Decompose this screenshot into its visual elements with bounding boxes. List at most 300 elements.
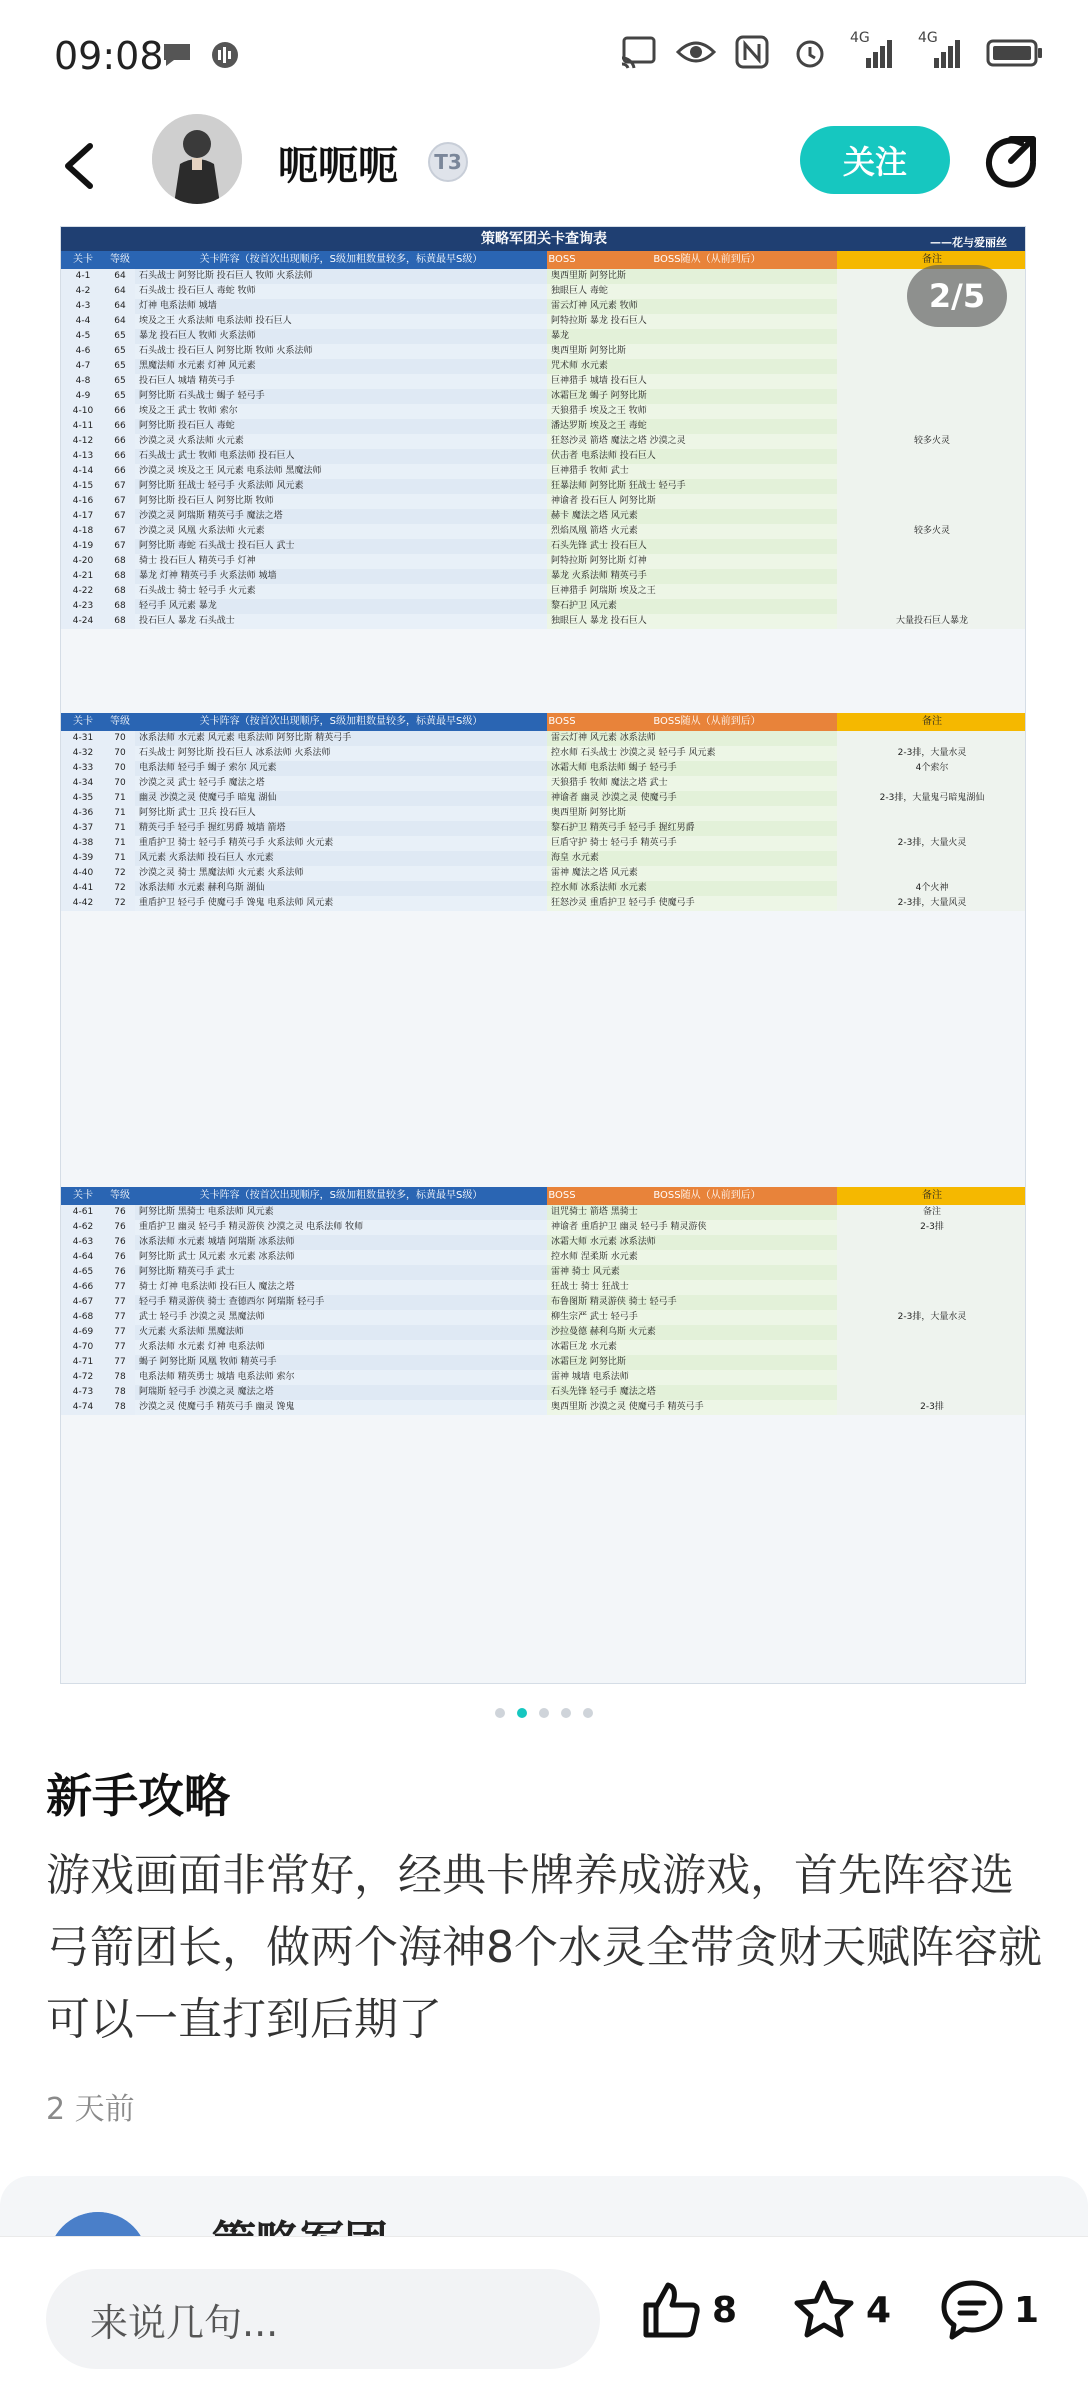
cell-level: 4-4 (61, 314, 105, 329)
cell-level: 4-42 (61, 896, 105, 911)
cell-boss: 奥西里斯 沙漠之灵 使魔弓手 精英弓手 (547, 1400, 837, 1415)
cell-note (837, 1295, 1026, 1310)
signal-icon-1 (850, 30, 896, 70)
post-title: 新手攻略 (46, 1769, 230, 1823)
cell-lineup: 阿努比斯 石头战士 蝎子 轻弓手 (135, 389, 547, 404)
cell-level: 4-12 (61, 434, 105, 449)
cell-lineup: 火元素 火系法师 黑魔法师 (135, 1325, 547, 1340)
cell-grade: 77 (105, 1280, 135, 1295)
cell-note: 2-3排，大量水灵 (837, 746, 1026, 761)
favorite-count: 4 (866, 2289, 892, 2331)
star-icon (792, 2279, 856, 2341)
table-row (61, 1340, 1026, 1355)
cell-lineup: 蝎子 阿努比斯 风凰 牧师 精英弓手 (135, 1355, 547, 1370)
cell-grade: 78 (105, 1400, 135, 1415)
status-time: 09:08 (54, 34, 164, 78)
cell-boss: 暴龙 (547, 329, 837, 344)
page-dot[interactable] (583, 1708, 593, 1718)
cell-level: 4-34 (61, 776, 105, 791)
cell-grade: 70 (105, 746, 135, 761)
comment-button[interactable] (940, 2279, 1039, 2341)
cell-level: 4-23 (61, 599, 105, 614)
table-row (61, 746, 1026, 761)
cell-grade: 71 (105, 851, 135, 866)
cell-lineup: 埃及之王 火系法师 电系法师 投石巨人 (135, 314, 547, 329)
table-row (61, 419, 1026, 434)
cell-level: 4-73 (61, 1385, 105, 1400)
cell-lineup: 黑魔法师 水元素 灯神 风元素 (135, 359, 547, 374)
cell-grade: 64 (105, 314, 135, 329)
cell-grade: 67 (105, 539, 135, 554)
cell-grade: 77 (105, 1325, 135, 1340)
cell-boss: 独眼巨人 暴龙 投石巨人 (547, 614, 837, 629)
cell-note: 4个火神 (837, 881, 1026, 896)
share-icon (981, 133, 1041, 193)
cell-level: 4-63 (61, 1235, 105, 1250)
cell-note (837, 389, 1026, 404)
level-badge: T3 (428, 142, 468, 182)
cell-note: 较多火灵 (837, 524, 1026, 539)
col-grade: 等级 (105, 713, 135, 731)
table-row (61, 494, 1026, 509)
cell-lineup: 冰系法师 水元素 赫利乌斯 湖仙 (135, 881, 547, 896)
cell-grade: 77 (105, 1295, 135, 1310)
table-row (61, 389, 1026, 404)
cell-grade: 76 (105, 1205, 135, 1220)
cell-grade: 67 (105, 509, 135, 524)
signal-icon-2 (918, 30, 964, 70)
cell-note (837, 1280, 1026, 1295)
cell-boss: 雷神 魔法之塔 风元素 (547, 866, 837, 881)
table-row (61, 1370, 1026, 1385)
cell-level: 4-10 (61, 404, 105, 419)
cell-note: 4个索尔 (837, 761, 1026, 776)
cell-note (837, 554, 1026, 569)
cell-grade: 68 (105, 554, 135, 569)
col-boss-followers: BOSS随从（从前到后） (577, 251, 837, 269)
cell-note (837, 464, 1026, 479)
network-label-1: 4G (850, 30, 870, 46)
cell-lineup: 火系法师 水元素 灯神 电系法师 (135, 1340, 547, 1355)
table-row (61, 1400, 1026, 1415)
table-row (61, 584, 1026, 599)
cell-grade: 72 (105, 881, 135, 896)
table-row (61, 464, 1026, 479)
cell-level: 4-21 (61, 569, 105, 584)
cell-boss: 黎石护卫 精英弓手 轻弓手 握红男爵 (547, 821, 837, 836)
table-row (61, 299, 1026, 314)
cell-note (837, 329, 1026, 344)
cell-lineup: 重盾护卫 轻弓手 使魔弓手 馋鬼 电系法师 风元素 (135, 896, 547, 911)
cell-grade: 77 (105, 1355, 135, 1370)
cell-boss: 巨盾守护 骑士 轻弓手 精英弓手 (547, 836, 837, 851)
cell-lineup: 石头战士 阿努比斯 投石巨人 牧师 火系法师 (135, 269, 547, 284)
cell-note (837, 539, 1026, 554)
cell-grade: 77 (105, 1310, 135, 1325)
table-row (61, 554, 1026, 569)
cell-boss: 黎石护卫 风元素 (547, 599, 837, 614)
cell-lineup: 沙漠之灵 骑士 黑魔法师 火元素 火系法师 (135, 866, 547, 881)
cell-boss: 奥西里斯 阿努比斯 (547, 269, 837, 284)
page-dot[interactable] (495, 1708, 505, 1718)
cell-boss: 潘达罗斯 埃及之王 毒蛇 (547, 419, 837, 434)
cell-note (837, 509, 1026, 524)
cell-level: 4-72 (61, 1370, 105, 1385)
cell-grade: 76 (105, 1250, 135, 1265)
cell-level: 4-32 (61, 746, 105, 761)
cell-lineup: 沙漠之灵 埃及之王 风元素 电系法师 黑魔法师 (135, 464, 547, 479)
cell-level: 4-3 (61, 299, 105, 314)
col-note: 备注 (837, 1187, 1026, 1205)
cell-boss: 狂怒沙灵 箭塔 魔法之塔 沙漠之灵 (547, 434, 837, 449)
cell-grade: 66 (105, 434, 135, 449)
cell-boss: 控水师 涅柔斯 水元素 (547, 1250, 837, 1265)
cell-note: 2-3排，大量火灵 (837, 836, 1026, 851)
cell-boss: 天狼猎手 牧师 魔法之塔 武士 (547, 776, 837, 791)
cell-grade: 71 (105, 836, 135, 851)
table-row (61, 1385, 1026, 1400)
cell-lineup: 石头战士 投石巨人 毒蛇 牧师 (135, 284, 547, 299)
cell-lineup: 骑士 灯神 电系法师 投石巨人 魔法之塔 (135, 1280, 547, 1295)
cell-lineup: 幽灵 沙漠之灵 使魔弓手 暗鬼 湖仙 (135, 791, 547, 806)
col-grade: 等级 (105, 1187, 135, 1205)
cell-note (837, 599, 1026, 614)
post-header (0, 110, 1088, 220)
cell-grade: 78 (105, 1370, 135, 1385)
cell-lineup: 暴龙 灯神 精英弓手 火系法师 城墙 (135, 569, 547, 584)
cell-lineup: 沙漠之灵 火系法师 火元素 (135, 434, 547, 449)
cell-boss: 石头先锋 武士 投石巨人 (547, 539, 837, 554)
cell-boss: 柳生宗严 武士 轻弓手 (547, 1310, 837, 1325)
cell-boss: 雷神 骑士 风元素 (547, 1265, 837, 1280)
cell-note: 2-3排，大量风灵 (837, 896, 1026, 911)
cell-grade: 64 (105, 284, 135, 299)
table-row (61, 404, 1026, 419)
battery-icon (986, 34, 1044, 70)
favorite-button[interactable] (792, 2279, 891, 2341)
table-header (61, 1187, 1026, 1205)
cell-boss: 雷云灯神 风元素 牧师 (547, 299, 837, 314)
cell-boss: 诅咒骑士 箭塔 黑骑士 (547, 1205, 837, 1220)
cell-grade: 70 (105, 761, 135, 776)
post-time: 2 天前 (46, 2092, 135, 2127)
cell-lineup: 投石巨人 城墙 精英弓手 (135, 374, 547, 389)
cell-lineup: 轻弓手 风元素 暴龙 (135, 599, 547, 614)
cell-level: 4-69 (61, 1325, 105, 1340)
col-level: 关卡 (61, 713, 105, 731)
comment-icon (940, 2279, 1004, 2341)
cell-level: 4-15 (61, 479, 105, 494)
cell-note (837, 1265, 1026, 1280)
cell-grade: 66 (105, 449, 135, 464)
table-row (61, 314, 1026, 329)
cell-lineup: 风元素 火系法师 投石巨人 水元素 (135, 851, 547, 866)
cell-boss: 赫卡 魔法之塔 风元素 (547, 509, 837, 524)
col-boss: BOSS (547, 713, 577, 731)
cell-boss: 冰霜大师 水元素 冰系法师 (547, 1235, 837, 1250)
cell-lineup: 重盾护卫 幽灵 轻弓手 精灵游侠 沙漠之灵 电系法师 牧师 (135, 1220, 547, 1235)
cell-note (837, 479, 1026, 494)
cell-lineup: 埃及之王 武士 牧师 索尔 (135, 404, 547, 419)
author-avatar[interactable] (152, 114, 242, 204)
cell-grade: 70 (105, 776, 135, 791)
cell-level: 4-20 (61, 554, 105, 569)
cell-note (837, 866, 1026, 881)
cell-grade: 66 (105, 419, 135, 434)
cell-boss: 冰霜巨龙 蝎子 阿努比斯 (547, 389, 837, 404)
cell-level: 4-62 (61, 1220, 105, 1235)
table-row (61, 806, 1026, 821)
cell-lineup: 武士 轻弓手 沙漠之灵 黑魔法师 (135, 1310, 547, 1325)
share-button[interactable] (976, 128, 1046, 198)
post-image[interactable] (60, 226, 1026, 1684)
col-boss: BOSS (547, 251, 577, 269)
thumbs-up-icon (640, 2279, 702, 2341)
cell-note (837, 1325, 1026, 1340)
table-row (61, 1250, 1026, 1265)
cell-level: 4-68 (61, 1310, 105, 1325)
cell-lineup: 冰系法师 水元素 风元素 电系法师 阿努比斯 精英弓手 (135, 731, 547, 746)
col-level: 关卡 (61, 1187, 105, 1205)
cell-note (837, 1340, 1026, 1355)
cell-grade: 65 (105, 374, 135, 389)
cell-boss: 冰霜巨龙 阿努比斯 (547, 1355, 837, 1370)
cell-lineup: 阿努比斯 投石巨人 毒蛇 (135, 419, 547, 434)
cast-icon (618, 34, 654, 70)
cell-grade: 72 (105, 866, 135, 881)
eye-icon (676, 34, 712, 70)
table-row (61, 1295, 1026, 1310)
cell-note (837, 584, 1026, 599)
table-row (61, 524, 1026, 539)
cell-level: 4-66 (61, 1280, 105, 1295)
post-body: 游戏画面非常好，经典卡牌养成游戏，首先阵容选弓箭团长，做两个海神8个水灵全带贪财天赋阵容就可以一直打到后期了 (46, 1850, 1042, 2045)
table-row (61, 821, 1026, 836)
cell-level: 4-31 (61, 731, 105, 746)
cell-lineup: 轻弓手 精灵游侠 骑士 查德西尔 阿瑞斯 轻弓手 (135, 1295, 547, 1310)
cell-lineup: 冰系法师 水元素 城墙 阿瑞斯 冰系法师 (135, 1235, 547, 1250)
cell-grade: 68 (105, 569, 135, 584)
cell-grade: 76 (105, 1220, 135, 1235)
table-title-text: 策略军团关卡查询表 (481, 231, 607, 247)
cell-level: 4-16 (61, 494, 105, 509)
col-boss-followers: BOSS随从（从前到后） (577, 1187, 837, 1205)
table-row (61, 599, 1026, 614)
table-header (61, 713, 1026, 731)
col-grade: 等级 (105, 251, 135, 269)
cell-note (837, 776, 1026, 791)
cell-lineup: 石头战士 阿努比斯 投石巨人 冰系法师 火系法师 (135, 746, 547, 761)
cell-lineup: 阿努比斯 精英弓手 武士 (135, 1265, 547, 1280)
cell-lineup: 沙漠之灵 使魔弓手 精英弓手 幽灵 馋鬼 (135, 1400, 547, 1415)
table-row (61, 539, 1026, 554)
table-row (61, 434, 1026, 449)
comment-input[interactable]: 来说几句... (46, 2269, 600, 2369)
comment-count: 1 (1014, 2289, 1040, 2331)
cell-boss: 冰霜大师 电系法师 蝎子 轻弓手 (547, 761, 837, 776)
cell-level: 4-1 (61, 269, 105, 284)
cell-grade: 65 (105, 359, 135, 374)
col-lineup: 关卡阵容（按首次出现顺序，S级加粗数量较多，标黄最早S级） (135, 1187, 547, 1205)
cell-level: 4-67 (61, 1295, 105, 1310)
image-pagination (0, 1708, 1088, 1718)
cell-boss: 神谕者 幽灵 沙漠之灵 使魔弓手 (547, 791, 837, 806)
alarm-icon (792, 34, 828, 70)
cell-boss: 控水师 石头战士 沙漠之灵 轻弓手 风元素 (547, 746, 837, 761)
cell-note (837, 851, 1026, 866)
table-row (61, 881, 1026, 896)
cell-boss: 巨神猎手 阿瑞斯 埃及之王 (547, 584, 837, 599)
cell-note (837, 806, 1026, 821)
cell-grade: 65 (105, 344, 135, 359)
table-row (61, 374, 1026, 389)
cell-note (837, 449, 1026, 464)
cell-note: 备注 (837, 1205, 1026, 1220)
col-level: 关卡 (61, 251, 105, 269)
table-row (61, 1205, 1026, 1220)
cell-level: 4-22 (61, 584, 105, 599)
table-row (61, 269, 1026, 284)
cell-lineup: 电系法师 精英勇士 城墙 电系法师 索尔 (135, 1370, 547, 1385)
cell-note: 2-3排 (837, 1400, 1026, 1415)
cell-level: 4-36 (61, 806, 105, 821)
cell-note (837, 1250, 1026, 1265)
page-dot-active[interactable] (517, 1708, 527, 1718)
cell-grade: 68 (105, 584, 135, 599)
cell-lineup: 骑士 投石巨人 精英弓手 灯神 (135, 554, 547, 569)
table-row (61, 1280, 1026, 1295)
col-lineup: 关卡阵容（按首次出现顺序，S级加粗数量较多，标黄最早S级） (135, 251, 547, 269)
cell-grade: 71 (105, 821, 135, 836)
cell-lineup: 石头战士 骑士 轻弓手 火元素 (135, 584, 547, 599)
cell-lineup: 重盾护卫 骑士 轻弓手 精英弓手 火系法师 火元素 (135, 836, 547, 851)
cell-grade: 68 (105, 599, 135, 614)
table-row (61, 1310, 1026, 1325)
cell-grade: 70 (105, 731, 135, 746)
cell-grade: 65 (105, 329, 135, 344)
cell-lineup: 暴龙 投石巨人 牧师 火系法师 (135, 329, 547, 344)
cell-level: 4-11 (61, 419, 105, 434)
cell-level: 4-19 (61, 539, 105, 554)
table-row (61, 509, 1026, 524)
cell-level: 4-35 (61, 791, 105, 806)
cell-lineup: 阿努比斯 毒蛇 石头战士 投石巨人 武士 (135, 539, 547, 554)
cell-lineup: 阿努比斯 黑骑士 电系法师 风元素 (135, 1205, 547, 1220)
cell-grade: 67 (105, 524, 135, 539)
cell-boss: 巨神猎手 城墙 投石巨人 (547, 374, 837, 389)
table-row (61, 1265, 1026, 1280)
cell-boss: 巨神猎手 牧师 武士 (547, 464, 837, 479)
cell-lineup: 石头战士 投石巨人 阿努比斯 牧师 火系法师 (135, 344, 547, 359)
table-header (61, 251, 1026, 269)
table-row (61, 284, 1026, 299)
network-label-2: 4G (918, 30, 938, 46)
cell-boss: 伏击者 电系法师 投石巨人 (547, 449, 837, 464)
author-name[interactable]: 呃呃呃 (278, 143, 398, 189)
col-lineup: 关卡阵容（按首次出现顺序，S级加粗数量较多，标黄最早S级） (135, 713, 547, 731)
cell-level: 4-18 (61, 524, 105, 539)
table-row (61, 614, 1026, 629)
cell-grade: 68 (105, 614, 135, 629)
cell-level: 4-40 (61, 866, 105, 881)
cell-boss: 控水师 冰系法师 水元素 (547, 881, 837, 896)
table-row (61, 791, 1026, 806)
cell-boss: 雷云灯神 风元素 冰系法师 (547, 731, 837, 746)
col-note: 备注 (837, 251, 1026, 269)
cell-note: 2-3排，大量鬼弓暗鬼湖仙 (837, 791, 1026, 806)
cell-boss: 奥西里斯 阿努比斯 (547, 806, 837, 821)
table-row (61, 479, 1026, 494)
page-dot[interactable] (561, 1708, 571, 1718)
table-row (61, 329, 1026, 344)
cell-note (837, 569, 1026, 584)
cell-level: 4-74 (61, 1400, 105, 1415)
cell-level: 4-71 (61, 1355, 105, 1370)
cell-level: 4-65 (61, 1265, 105, 1280)
cell-grade: 64 (105, 269, 135, 284)
cell-lineup: 阿努比斯 狂战士 轻弓手 火系法师 风元素 (135, 479, 547, 494)
status-bar (0, 0, 1088, 110)
table-row (61, 731, 1026, 746)
cell-note (837, 821, 1026, 836)
cell-note (837, 494, 1026, 509)
nfc-icon (734, 34, 770, 70)
table-row (61, 1325, 1026, 1340)
cell-note (837, 1235, 1026, 1250)
cell-boss: 神谕者 投石巨人 阿努比斯 (547, 494, 837, 509)
cell-boss: 狂暴法师 阿努比斯 狂战士 轻弓手 (547, 479, 837, 494)
col-boss: BOSS (547, 1187, 577, 1205)
table-row (61, 1355, 1026, 1370)
col-note: 备注 (837, 713, 1026, 731)
back-button[interactable] (50, 136, 110, 196)
cell-lineup: 灯神 电系法师 城墙 (135, 299, 547, 314)
cell-lineup: 电系法师 轻弓手 蝎子 索尔 风元素 (135, 761, 547, 776)
table-row (61, 761, 1026, 776)
cell-level: 4-61 (61, 1205, 105, 1220)
cell-boss: 独眼巨人 毒蛇 (547, 284, 837, 299)
follow-button[interactable]: 关注 (800, 126, 950, 194)
cell-lineup: 阿努比斯 投石巨人 阿努比斯 牧师 (135, 494, 547, 509)
cell-level: 4-33 (61, 761, 105, 776)
cell-boss: 海皇 水元素 (547, 851, 837, 866)
cell-lineup: 阿努比斯 武士 卫兵 投石巨人 (135, 806, 547, 821)
cell-note: 2-3排 (837, 1220, 1026, 1235)
cell-grade: 67 (105, 479, 135, 494)
like-button[interactable] (640, 2279, 737, 2341)
cell-level: 4-37 (61, 821, 105, 836)
cell-boss: 阿特拉斯 阿努比斯 灯神 (547, 554, 837, 569)
table-title (61, 227, 1026, 251)
table-row (61, 851, 1026, 866)
cell-level: 4-2 (61, 284, 105, 299)
table-row (61, 896, 1026, 911)
table-row (61, 359, 1026, 374)
cell-note: 大量投石巨人暴龙 (837, 614, 1026, 629)
cell-lineup: 沙漠之灵 阿瑞斯 精英弓手 魔法之塔 (135, 509, 547, 524)
cell-boss: 暴龙 火系法师 精英弓手 (547, 569, 837, 584)
cell-boss: 狂怒沙灵 重盾护卫 轻弓手 使魔弓手 (547, 896, 837, 911)
cell-level: 4-41 (61, 881, 105, 896)
cell-note (837, 419, 1026, 434)
cell-lineup: 精英弓手 轻弓手 握红男爵 城墙 箭塔 (135, 821, 547, 836)
page-dot[interactable] (539, 1708, 549, 1718)
cell-lineup: 投石巨人 暴龙 石头战士 (135, 614, 547, 629)
cell-note: 较多火灵 (837, 434, 1026, 449)
table-row (61, 449, 1026, 464)
cell-level: 4-13 (61, 449, 105, 464)
cell-level: 4-6 (61, 344, 105, 359)
